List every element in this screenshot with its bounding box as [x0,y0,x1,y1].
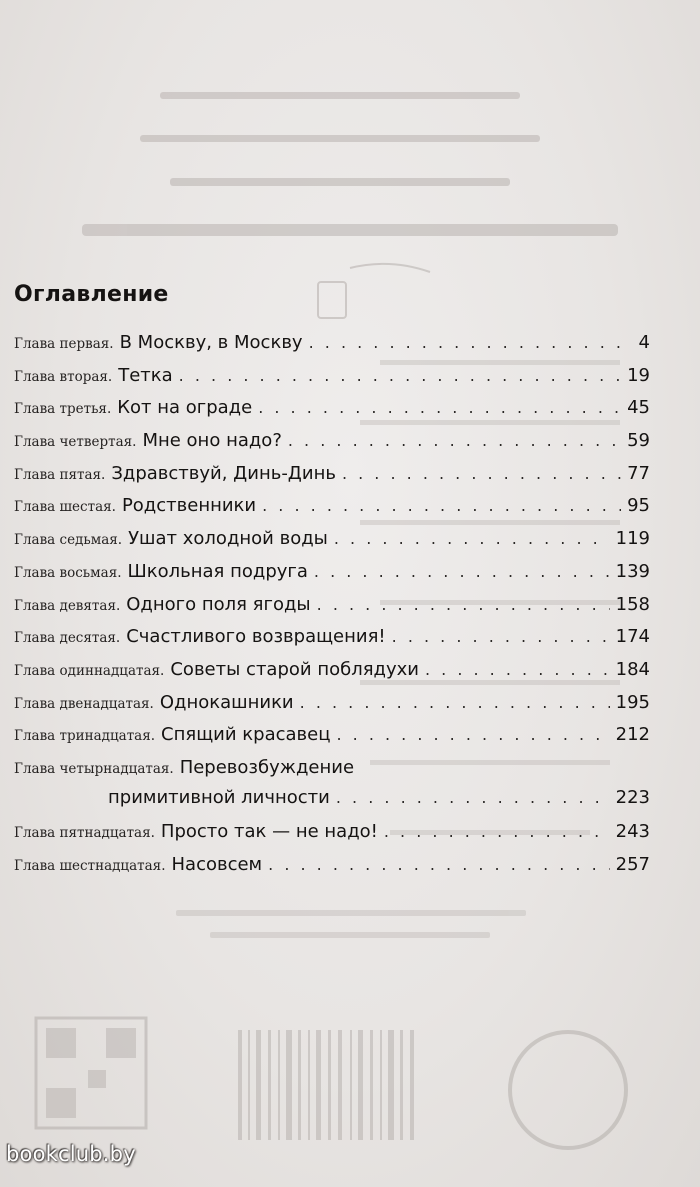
toc-entry-2[interactable] [14,365,650,398]
dot-leader [288,431,621,450]
chapter-title: Спящий красавец [161,724,331,746]
toc-entry-7[interactable] [14,528,650,561]
dot-leader [309,333,633,352]
page-number: 77 [627,462,650,484]
dot-leader [392,627,610,646]
dot-leader [336,725,609,744]
dot-leader [262,496,621,515]
page-number: 174 [615,626,650,648]
chapter-title: Школьная подруга [127,560,308,582]
toc-entry-8[interactable] [14,561,650,594]
toc-entry-10[interactable] [14,626,650,659]
page-number: 19 [627,364,650,386]
chapter-title: Счастливого возвращения! [126,626,386,648]
toc-entry-16[interactable] [14,854,650,887]
chapter-title: Кот на ограде [117,397,253,419]
page-number: 243 [615,820,650,842]
chapter-label: Глава одиннадцатая. [14,662,165,679]
chapter-label: Глава шестнадцатая. [14,857,166,874]
chapter-title-line2: примитивной личности [108,786,330,808]
page-number: 184 [615,658,650,680]
chapter-title: Родственники [121,495,257,517]
chapter-label: Глава девятая. [14,597,121,614]
page-number: 45 [627,397,650,419]
dot-leader [336,788,610,807]
chapter-label: Глава первая. [14,336,114,352]
page-number: 95 [627,495,650,517]
page-number: 212 [615,724,650,746]
chapter-label: Глава пятнадцатая. [14,824,155,841]
dot-leader [317,595,610,614]
page-number: 4 [638,332,650,353]
chapter-label: Глава тринадцатая. [14,728,156,745]
toc-entry-1[interactable] [14,332,650,365]
toc-entry-13[interactable] [14,724,650,757]
toc-entry-5[interactable] [14,463,650,496]
chapter-label: Глава пятая. [14,466,106,483]
dot-leader [258,398,621,417]
chapter-label: Глава седьмая. [14,532,123,549]
chapter-title: Однокашники [159,691,294,713]
toc-entry-3[interactable] [14,397,650,430]
chapter-title: Просто так — не надо! [160,820,378,842]
chapter-title-line1: Перевозбуждение [179,756,355,778]
toc-entry-14[interactable] [14,757,650,821]
toc-entry-6[interactable] [14,495,650,528]
chapter-title: Мне оно надо? [142,430,282,452]
chapter-title: В Москву, в Москву [119,332,303,353]
chapter-label: Глава десятая. [14,630,121,647]
toc-entry-9[interactable] [14,594,650,627]
dot-leader [268,855,610,874]
page-number: 257 [615,853,650,875]
toc-entry-11[interactable] [14,659,650,692]
table-of-contents [14,332,650,886]
toc-heading: Оглавление [14,282,169,307]
chapter-label: Глава восьмая. [14,564,122,581]
page-number: 223 [615,786,650,808]
chapter-title: Насовсем [171,853,263,875]
page-number: 158 [615,593,650,615]
dot-leader [314,562,610,581]
page-number: 59 [627,430,650,452]
chapter-label: Глава четвертая. [14,434,137,451]
dot-leader [425,660,610,679]
chapter-title: Одного поля ягоды [126,593,311,615]
page-number: 119 [615,528,650,550]
dot-leader [300,693,610,712]
chapter-label: Глава шестая. [14,499,116,516]
toc-entry-12[interactable] [14,692,650,725]
chapter-label: Глава вторая. [14,368,113,385]
dot-leader [342,464,621,483]
dot-leader [334,529,610,548]
chapter-title: Ушат холодной воды [128,528,328,550]
chapter-title: Советы старой поблядухи [170,658,419,680]
page-number: 139 [615,560,650,582]
toc-entry-15[interactable] [14,821,650,854]
chapter-label: Глава четырнадцатая. [14,760,174,777]
chapter-label: Глава третья. [14,401,112,418]
site-watermark: bookclub.by [6,1142,136,1166]
chapter-title: Тетка [118,364,173,386]
page-number: 195 [615,691,650,713]
chapter-label: Глава двенадцатая. [14,695,154,712]
toc-entry-4[interactable] [14,430,650,463]
chapter-title: Здравствуй, Динь-Динь [111,462,336,484]
dot-leader [384,822,610,841]
dot-leader [179,366,621,385]
